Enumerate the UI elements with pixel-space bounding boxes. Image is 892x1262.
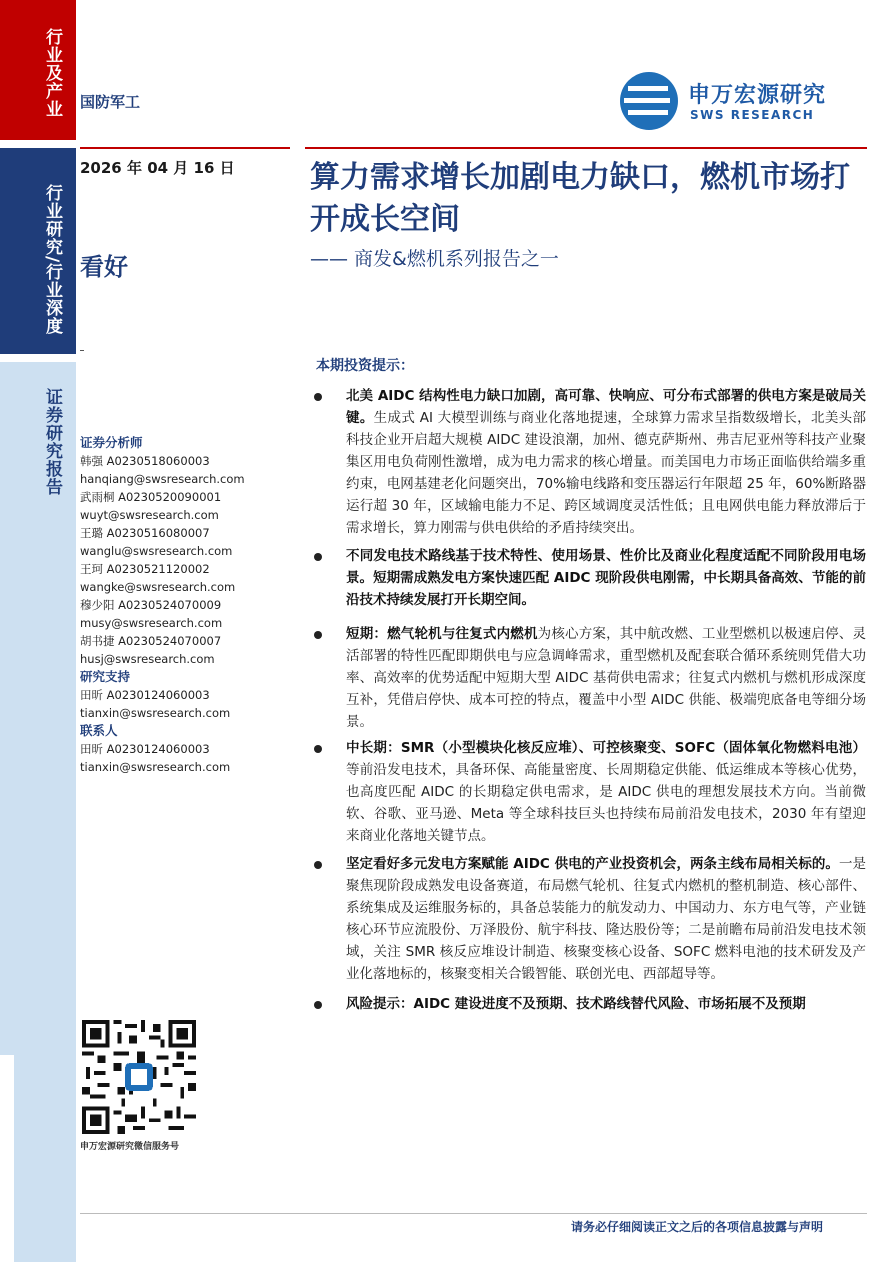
company-logo (620, 72, 860, 132)
bullet-icon (314, 393, 322, 401)
support-heading: 研究支持 (80, 669, 131, 684)
analyst-email[interactable]: musy@swsresearch.com (80, 616, 223, 630)
tip-text: 一是聚焦现阶段成熟发电设备赛道，布局燃气轮机、往复式内燃机的整机制造、核心部件、系统集成及运维服务标的，具备总装能力的航发动力、中国动力、东方电气等，产业链核心环节应流股份、万泽股份、航宇科技、隆达股份等；二是前瞻布局前沿发电技术领域，关注 SMR 核反应堆设计制造、核聚变核心设备、SOFC 燃料电池的技术研发及产业化落地标的，核聚变相关合锻智能、联创光电、西部超导等。 (346, 856, 867, 982)
analysts-heading: 证券分析师 (80, 435, 143, 450)
tip-bold: 不同发电技术路线基于技术特性、使用场景、性价比及商业化程度适配不同阶段用电场景。短期需成熟发电方案快速匹配 AIDC 现阶段供电刚需，中长期具备高效、节能的前沿技术持续发展打开长期空间。 (346, 548, 866, 608)
analyst-name: 武雨桐 A0230520090001 (80, 490, 222, 504)
analyst-email[interactable]: wuyt@swsresearch.com (80, 508, 219, 522)
analyst-name: 穆少阳 A0230524070009 (80, 598, 222, 612)
tip-text: 生成式 AI 大模型训练与商业化落地提速，全球算力需求呈指数级增长，北美头部科技企业开启超大规模 AIDC 建设浪潮，加州、德克萨斯州、弗吉尼亚州等科技产业聚集区用电负荷刚性激增，成为电力需求的核心增量。而美国电力市场正面临供给端多重约束，电网基建老化问题突出，70%输电线路和变压器运行年限超 25 年，60%断路器运行超 30 年，区域输电能力不足、跨区域调度灵活性低；且电网供电能力释放滞后于需求增长，算力刚需与供电供给的矛盾持续突出。 (346, 410, 866, 536)
side-label-industry: 行业及产业 (42, 28, 62, 118)
logo-text-cn: 申万宏源研究 (688, 83, 827, 108)
analyst-email[interactable]: husj@swsresearch.com (80, 652, 215, 666)
logo-emblem-icon (620, 72, 678, 130)
contact-heading: 联系人 (80, 723, 118, 738)
analyst-name: 胡书捷 A0230524070007 (80, 634, 222, 648)
report-title: 算力需求增长加剧电力缺口，燃机市场打开成长空间 (310, 160, 850, 237)
contact-email[interactable]: tianxin@swsresearch.com (80, 760, 231, 774)
header-divider-left (80, 147, 290, 149)
support-name: 田昕 A0230124060003 (80, 688, 210, 702)
tip-item (346, 545, 866, 611)
qr-caption: 申万宏源研究微信服务号 (80, 1142, 180, 1152)
bullet-icon (314, 553, 322, 561)
logo-text-en: SWS RESEARCH (690, 108, 815, 122)
disclaimer-note: 请务必仔细阅读正文之后的各项信息披露与声明 (571, 1220, 824, 1234)
tip-text: 为核心方案，其中航改燃、工业型燃机以极速启停、灵活部署的特性匹配即期供电与应急调峰需求，重型燃机及配套联合循环系统则凭借大功率、高效率的优势适配中短期大型 AIDC 基荷供电需求；往复式内燃机与燃机形成深度互补，凭借启停快、成本可控的特点，覆盖中小型 AIDC 供能、极端兜底备电等细分场景。 (346, 626, 867, 730)
industry-rating: 看好 (80, 253, 128, 281)
side-label-securities-research: 证券研究报告 (42, 388, 62, 496)
report-subtitle: —— 商发&燃机系列报告之一 (310, 248, 559, 270)
bullet-icon (314, 861, 322, 869)
report-date: 2026 年 04 月 16 日 (80, 159, 235, 177)
tip-item (346, 737, 866, 847)
tip-item (346, 993, 866, 1015)
footer-divider (80, 1213, 867, 1214)
analyst-name: 韩强 A0230518060003 (80, 454, 210, 468)
tip-bold: 短期：燃气轮机与往复式内燃机 (346, 626, 538, 642)
bullet-icon (314, 1001, 322, 1009)
analyst-list (80, 434, 290, 776)
analyst-name: 王珂 A0230521120002 (80, 562, 210, 576)
tip-bold: 风险提示：AIDC 建设进度不及预期、技术路线替代风险、市场拓展不及预期 (346, 996, 806, 1012)
analyst-email[interactable]: wanglu@swsresearch.com (80, 544, 233, 558)
tip-item (346, 853, 866, 985)
side-band-gap (0, 1055, 14, 1262)
bullet-icon (314, 745, 322, 753)
tip-text: 等前沿发电技术，具备环保、高能量密度、长周期稳定供能、低运维成本等核心优势，也高度匹配 AIDC 的长期稳定供电需求，是 AIDC 供电的理想发展技术方向。当前微软、谷歌、亚马逊、Meta 等全球科技巨头也持续布局前沿发电技术，2030 年有望迎来商业化落地关键节点。 (346, 762, 866, 844)
divider-mark (80, 350, 84, 351)
support-email[interactable]: tianxin@swsresearch.com (80, 706, 231, 720)
wechat-qr-code[interactable] (82, 1020, 196, 1134)
side-label-report-type: 行业研究/行业深度 (42, 184, 62, 336)
tip-bold: 北美 AIDC 结构性电力缺口加剧，高可靠、快响应、可分布式部署的供电方案是破局关键。 (346, 388, 866, 426)
tip-bold: 坚定看好多元发电方案赋能 AIDC 供电的产业投资机会，两条主线布局相关标的。 (346, 856, 839, 872)
tip-bold: 中长期：SMR（小型模块化核反应堆）、可控核聚变、SOFC（固体氧化物燃料电池） (346, 740, 866, 756)
contact-name: 田昕 A0230124060003 (80, 742, 210, 756)
analyst-name: 王璐 A0230516080007 (80, 526, 210, 540)
industry-label: 国防军工 (80, 93, 141, 111)
bullet-icon (314, 631, 322, 639)
analyst-email[interactable]: wangke@swsresearch.com (80, 580, 236, 594)
header-divider-right (305, 147, 867, 149)
tip-item (346, 385, 866, 539)
tip-item (346, 623, 866, 733)
tips-heading: 本期投资提示： (316, 358, 414, 374)
analyst-email[interactable]: hanqiang@swsresearch.com (80, 472, 245, 486)
